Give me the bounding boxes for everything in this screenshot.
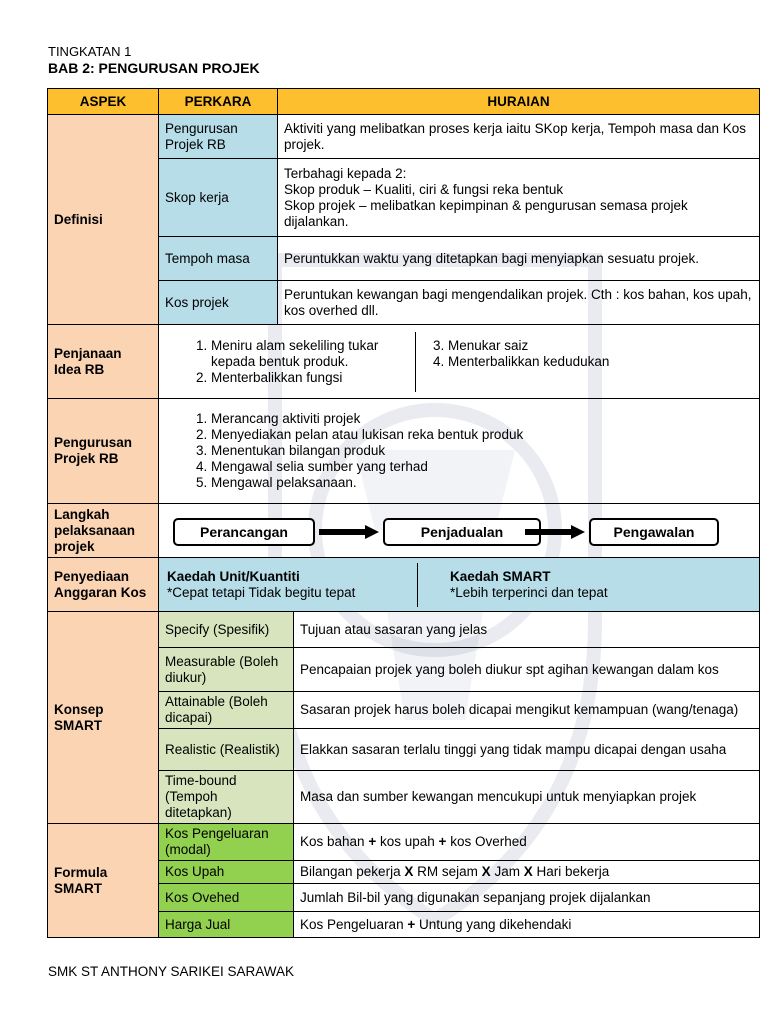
perkara-cell: Measurable (Boleh diukur) — [159, 648, 294, 692]
huraian-cell: Jumlah Bil-bil yang digunakan sepanjang projek dijalankan — [294, 884, 760, 912]
step-pengawalan: Pengawalan — [589, 518, 719, 546]
aspek-penjanaan: Penjanaan Idea RB — [48, 325, 159, 399]
perkara-cell: Realistic (Realistik) — [159, 729, 294, 771]
col-header-huraian: HURAIAN — [278, 89, 760, 115]
aspek-langkah: Langkah pelaksanaan projek — [48, 504, 159, 558]
kaedah-smart — [418, 563, 759, 607]
perkara-cell: Kos projek — [159, 281, 278, 325]
table-row — [48, 504, 760, 558]
list-item: 2. Menterbalikkan fungsi — [211, 370, 409, 386]
kaedah-smart-title: Kaedah SMART — [450, 568, 551, 584]
huraian-cell: Kos Pengeluaran + Untung yang dikehendaki — [294, 912, 760, 938]
list-item: 4. Menterbalikkan kedudukan — [448, 354, 753, 370]
step-penjadualan: Penjadualan — [383, 518, 541, 546]
list-item: 4. Mengawal selia sumber yang terhad — [211, 459, 753, 475]
list-item: 5. Mengawal pelaksanaan. — [211, 475, 753, 491]
table-header-row — [48, 89, 760, 115]
perkara-cell: Harga Jual — [159, 912, 294, 938]
chapter-title: BAB 2: PENGURUSAN PROJEK — [48, 60, 260, 76]
anggaran-cell — [159, 558, 760, 612]
table-row — [48, 558, 760, 612]
school-name-footer: SMK ST ANTHONY SARIKEI SARAWAK — [48, 964, 295, 979]
huraian-cell: Tujuan atau sasaran yang jelas — [294, 612, 760, 648]
kaedah-unit-title: Kaedah Unit/Kuantiti — [167, 568, 300, 584]
arrow-right-icon — [525, 525, 585, 539]
huraian-line: Skop projek – melibatkan kepimpinan & pengurusan semasa projek dijalankan. — [284, 197, 688, 229]
huraian-cell — [278, 159, 760, 237]
perkara-cell: Kos Pengeluaran (modal) — [159, 824, 294, 861]
huraian-cell: Peruntukkan waktu yang ditetapkan bagi menyiapkan sesuatu projek. — [278, 237, 760, 281]
perkara-cell: Kos Ovehed — [159, 884, 294, 912]
pengurusan-cell — [159, 399, 760, 504]
list-item: 2. Menyediakan pelan atau lukisan reka bentuk produk — [211, 427, 753, 443]
list-item: 1. Meniru alam sekeliling tukar kepada bentuk produk. — [211, 338, 409, 370]
perkara-cell: Skop kerja — [159, 159, 278, 237]
huraian-line: Terbahagi kepada 2: — [284, 165, 407, 181]
perkara-cell: Pengurusan Projek RB — [159, 115, 278, 159]
huraian-cell: Masa dan sumber kewangan mencukupi untuk menyiapkan projek — [294, 771, 760, 824]
table-row — [48, 612, 760, 648]
huraian-cell: Aktiviti yang melibatkan proses kerja iaitu SKop kerja, Tempoh masa dan Kos projek. — [278, 115, 760, 159]
kaedah-smart-note: *Lebih terperinci dan tepat — [450, 584, 608, 600]
perkara-cell: Tempoh masa — [159, 237, 278, 281]
penjanaan-right — [416, 332, 759, 392]
col-header-perkara: PERKARA — [159, 89, 278, 115]
langkah-cell — [159, 504, 760, 558]
huraian-cell: Sasaran projek harus boleh dicapai mengikut kemampuan (wang/tenaga) — [294, 692, 760, 729]
huraian-cell: Kos bahan + kos upah + kos Overhed — [294, 824, 760, 861]
table-row — [48, 824, 760, 861]
huraian-cell: Elakkan sasaran terlalu tinggi yang tidak mampu dicapai dengan usaha — [294, 729, 760, 771]
list-item: 1. Merancang aktiviti projek — [211, 411, 753, 427]
penjanaan-cell — [159, 325, 760, 399]
table-row — [48, 399, 760, 504]
aspek-formula-smart: Formula SMART — [48, 824, 159, 938]
huraian-cell: Bilangan pekerja X RM sejam X Jam X Hari bekerja — [294, 861, 760, 884]
aspek-anggaran: Penyediaan Anggaran Kos — [48, 558, 159, 612]
form-level-label: TINGKATAN 1 — [48, 44, 132, 59]
arrow-right-icon — [319, 525, 379, 539]
penjanaan-left — [159, 332, 416, 392]
kaedah-unit-note: *Cepat tetapi Tidak begitu tepat — [167, 584, 356, 600]
perkara-cell: Time-bound (Tempoh ditetapkan) — [159, 771, 294, 824]
step-perancangan: Perancangan — [173, 518, 315, 546]
perkara-cell: Specify (Spesifik) — [159, 612, 294, 648]
list-item: 3. Menentukan bilangan produk — [211, 443, 753, 459]
huraian-line: Skop produk – Kualiti, ciri & fungsi reka bentuk — [284, 181, 564, 197]
huraian-cell: Peruntukan kewangan bagi mengendalikan projek. Cth : kos bahan, kos upah, kos overhed dll. — [278, 281, 760, 325]
col-header-aspek: ASPEK — [48, 89, 159, 115]
kaedah-unit — [159, 563, 418, 607]
aspek-definisi: Definisi — [48, 115, 159, 325]
huraian-cell: Pencapaian projek yang boleh diukur spt agihan kewangan dalam kos — [294, 648, 760, 692]
aspek-pengurusan: Pengurusan Projek RB — [48, 399, 159, 504]
table-row — [48, 325, 760, 399]
perkara-cell: Kos Upah — [159, 861, 294, 884]
aspek-konsep-smart: Konsep SMART — [48, 612, 159, 824]
list-item: 3. Menukar saiz — [448, 338, 753, 354]
table-row — [48, 115, 760, 159]
flow-diagram — [159, 509, 759, 553]
perkara-cell: Attainable (Boleh dicapai) — [159, 692, 294, 729]
notes-table — [47, 88, 760, 938]
